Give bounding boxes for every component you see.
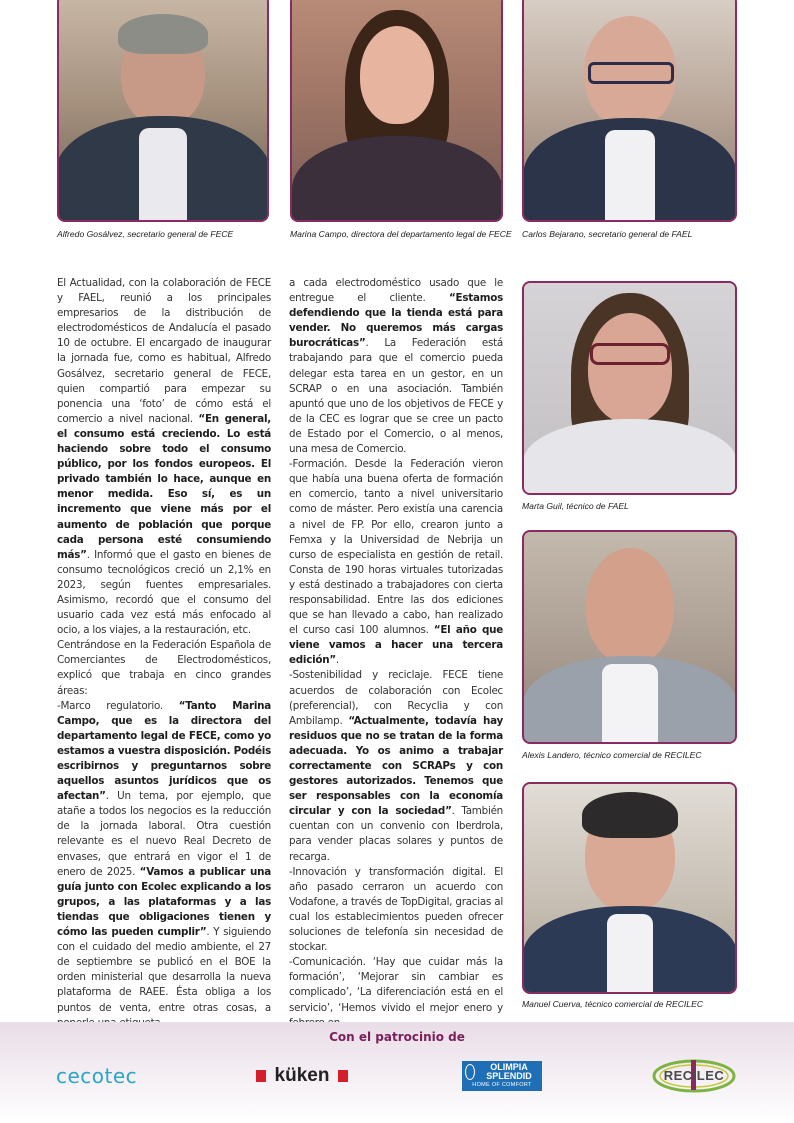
article-column-2: a cada electrodoméstico usado que le entregue el cliente. “Estamos defendiendo que la tienda está para vender. No queremos más cargas burocráticas”. La Federación está trabajando para que el comercio pueda delegar esta tarea en un gestor, en un SCRAP o en una asociación. También apuntó que uno de los objetivos de FECE y de la CEC es lograr que se cree un pacto de Estado por el Comercio, o al menos, una mesa de Comercio. -Formación. Desde la Federación vieron que había una buena oferta de formación en comercio, tanto a nivel universitario como de máster. Pero existía una carencia a nivel de FP. Por ello, crearon junto a Femxa y la Universidad de Nebrija un curso de especialista en gestión de retail. Consta de 190 horas virtuales tutorizadas y está destinado a trabajadores con cierta responsabilidad. Entre las dos ediciones que se han llevado a cabo, han realizado el curso casi 100 alumnos. “El año que viene vamos a hacer una tercera edición”. -Sostenibilidad y reciclaje. FECE tiene acuerdos de colaboración con Ecolec (preferencial), con Recyclia y con Ambilamp. “Actualmente, todavía hay residuos que no se tratan de la forma adecuada. Yo os animo a trabajar correctamente con SCRAPs y con gestores autorizados. Tenemos que ser responsables con la economía circular y con la sociedad”. También cuentan con un convenio con Iberdrola, para vender placas solares y puntos de recarga. -Innovación y transformación digital. El año pasado cerraron un acuerdo con Vodafone, a través de TopDigital, gracias al cual los establecimientos pueden ofrecer soluciones de telefonía sin necesidad de stockar. -Comunicación. ‘Hay que cuidar más la formación’, ‘Mejorar sin cambiar es complicado’, ‘La diferenciación está en el servicio’, ‘Hemos vivido el mejor enero y [289, 277, 504, 1014]
photo-carlos-bejarano [522, 0, 737, 222]
caption-marina-campo: Marina Campo, directora del departamento legal de FECE [290, 229, 512, 239]
caption-marta-guil: Marta Guil, técnico de FAEL [522, 501, 629, 511]
caption-carlos-bejarano: Carlos Bejarano, secretario general de FAEL [522, 229, 693, 239]
olimpia-logo-line1: OLIMPIA [490, 1062, 528, 1072]
kuken-logo-text: küken [274, 1065, 330, 1086]
recilec-logo-text: RECILEC [663, 1068, 725, 1083]
article-column-1: El Actualidad, con la colaboración de FECE y FAEL, reunió a los principales empresarios de la distribución de electrodomésticos de Andalucía el pasado 10 de octubre. El encargado de inaugurar la jornada fue, como es habitual, Alfredo Gosálvez, secretario general de FECE, quien compartió para empezar su ponencia una ‘foto’ de cómo está el comercio a nivel nacional. “En general, el consumo está creciendo. Lo está haciendo sobre todo el consumo público, por los fondos europeos. El privado también lo hace, aunque en menor medida. Eso sí, es un incremento que viene más por el aumento de población que porque cada persona esté consumiendo más”. Informó que el gasto en bienes de consumo tecnológicos creció un 2,1% en 2023, según fuentes empresariales. Asimismo, recordó que el consumo del usuario cada vez está más enfocado al ocio, a los viajes, a la restauración, etc. Centrándose en la Federación Española de Comerciantes de Electrodomésticos, explicó que trabaja en cinco grandes áreas: -Marco regulatorio. “Tanto Marina Campo, que es la directora del departamento legal de FECE, como yo estamos a vuestra disposición. Podéis escribirnos y preguntarnos sobre aquellos asuntos jurídicos que os afectan”. Un tema, por ejemplo, que atañe a todos los negocios es la reducción de la jornada laboral. Otra cuestión relevante es el nuevo Real Decreto de envases, que entrará en vigor el 1 de enero de 2025. “Vamos a publicar una guía junto con Ecolec explicando a los grupos, a las plataformas y a las tiendas que obligaciones tienen y cómo las pueden cumplir”. Y siguiendo con el cuidado del medio ambiente, el 27 de septiembre se publicó en el BOE la orden ministerial que desarrolla la nueva plataforma de RAEE. Ésta obliga a los puntos de venta, entre otras cosas, a [57, 277, 272, 1014]
photo-marta-guil [522, 281, 737, 495]
cecotec-logo-text: cecotec [56, 1064, 138, 1088]
photo-marina-campo [290, 0, 503, 222]
olimpia-logo-line3: HOME OF COMFORT [472, 1082, 532, 1088]
caption-alexis-landero: Alexis Landero, técnico comercial de RECILEC [522, 750, 702, 760]
photo-manuel-cuerva [522, 782, 737, 994]
caption-manuel-cuerva: Manuel Cuerva, técnico comercial de RECILEC [522, 999, 704, 1009]
caption-alfredo-gosalvez: Alfredo Gosálvez, secretario general de FECE [57, 229, 234, 239]
photo-alexis-landero [522, 530, 737, 744]
olimpia-mark-icon [465, 1064, 475, 1080]
olimpia-logo-line2: SPLENDID [486, 1071, 532, 1081]
cecotec-logo [56, 1064, 166, 1090]
photo-alfredo-gosalvez [57, 0, 269, 222]
kuken-logo [256, 1065, 348, 1087]
recilec-logo [650, 1058, 738, 1100]
olimpia-splendid-logo [462, 1061, 542, 1091]
sponsor-title: Con el patrocinio de [329, 1030, 465, 1044]
